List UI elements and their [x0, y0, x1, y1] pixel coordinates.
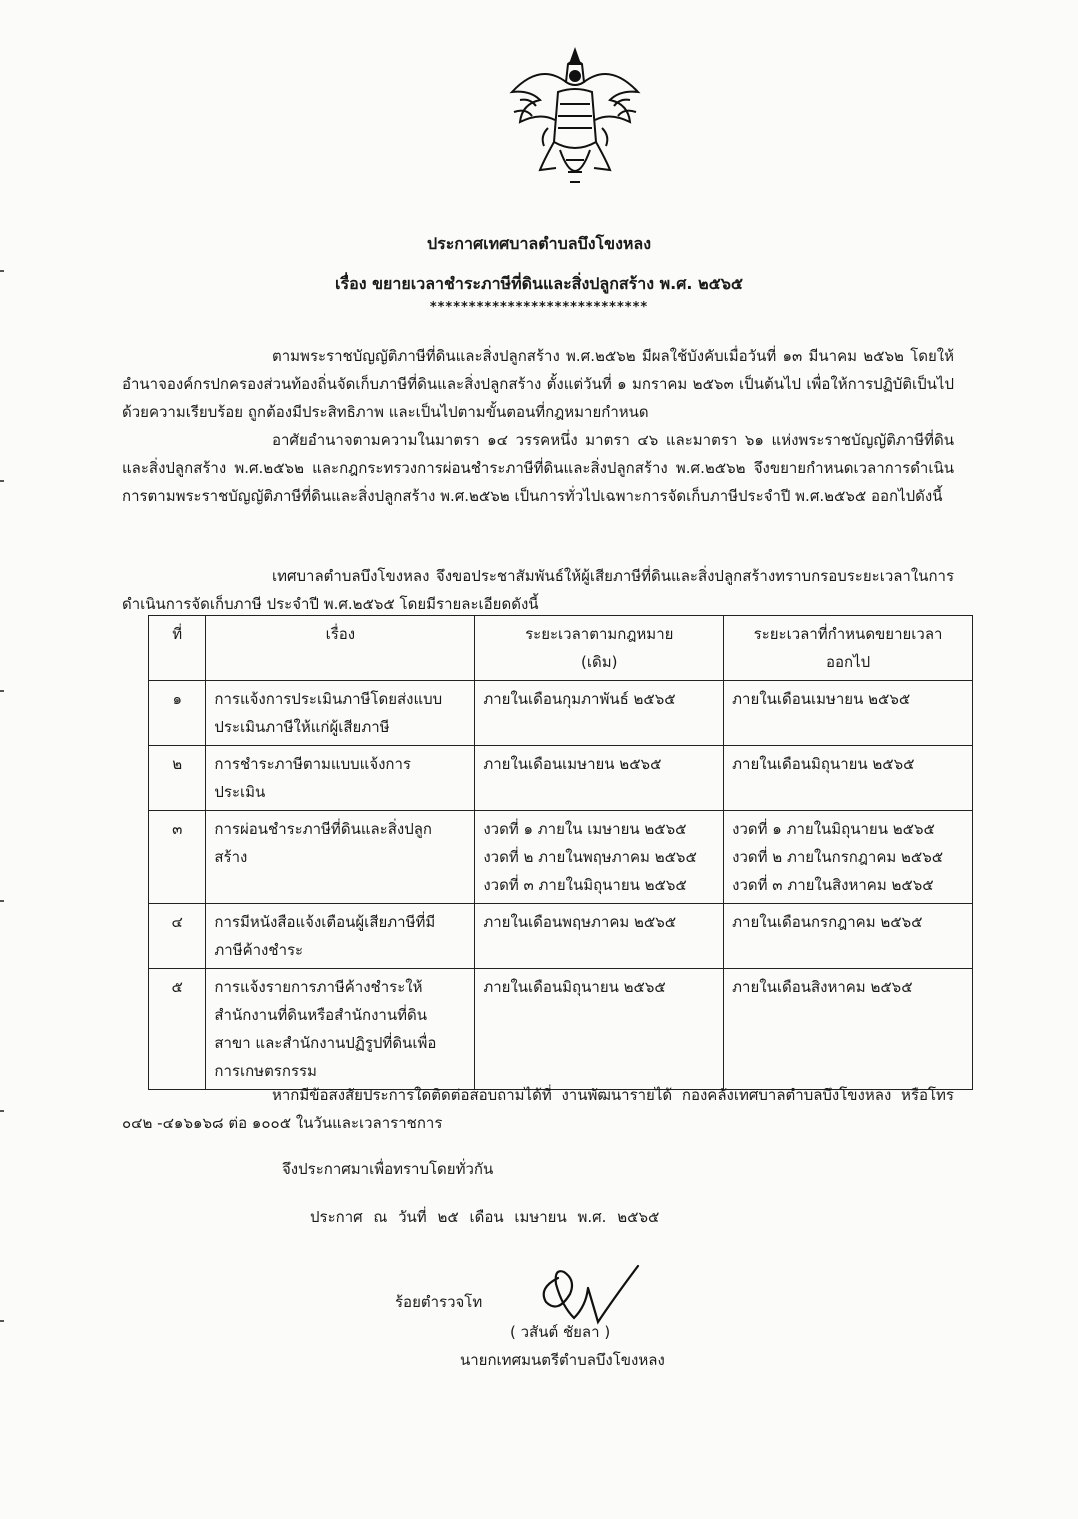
- signer-position: นายกเทศมนตรีตำบลบึงโขงหลง: [460, 1351, 665, 1369]
- document-subject: เรื่อง ขยายเวลาชำระภาษีที่ดินและสิ่งปลูกสร้าง พ.ศ. ๒๕๖๕: [335, 274, 743, 293]
- table-row: [149, 746, 973, 811]
- row-topic: การผ่อนชำระภาษีที่ดินและสิ่งปลูก สร้าง: [206, 811, 475, 904]
- table-row: [149, 904, 973, 969]
- paragraph-authority: อาศัยอำนาจตามความในมาตรา ๑๔ วรรคหนึ่ง มาตรา ๔๖ และมาตรา ๖๑ แห่งพระราชบัญญัติภาษีที่ดินและสิ่งปลูกสร้าง พ.ศ.๒๕๖๒ และกฎกระทรวงการผ่อนชำระภาษีที่ดินและสิ่งปลูกสร้าง พ.ศ.๒๕๖๒ จึงขยายกำหนดเวลาการดำเนินการตามพระราชบัญญัติภาษีที่ดินและสิ่งปลูกสร้าง พ.ศ.๒๕๖๒ เป็นการทั่วไปเฉพาะการจัดเก็บภาษีประจำปี พ.ศ.๒๕๖๕ ออกไปดังนี้: [122, 431, 954, 505]
- row-no: ๔: [149, 904, 206, 969]
- row-no: ๑: [149, 681, 206, 746]
- row-no: ๓: [149, 811, 206, 904]
- paragraph-contact: หากมีข้อสงสัยประการใดติดต่อสอบถามได้ที่ งานพัฒนารายได้ กองคลังเทศบาลตำบลบึงโขงหลง หรือโทร ๐๔๒ -๔๑๖๑๖๘ ต่อ ๑๐๐๕ ในวันและเวลาราชการ: [122, 1086, 954, 1132]
- row-topic: การแจ้งการประเมินภาษีโดยส่งแบบ ประเมินภาษีให้แก่ผู้เสียภาษี: [206, 681, 475, 746]
- margin-mark: [0, 690, 4, 692]
- header-new-period: ระยะเวลาที่กำหนดขยายเวลา ออกไป: [724, 616, 973, 681]
- paragraph-background: ตามพระราชบัญญัติภาษีที่ดินและสิ่งปลูกสร้าง พ.ศ.๒๕๖๒ มีผลใช้บังคับเมื่อวันที่ ๑๓ มีนาคม ๒๕๖๒ โดยให้อำนาจองค์กรปกครองส่วนท้องถิ่นจัดเก็บภาษีที่ดินและสิ่งปลูกสร้าง ตั้งแต่วันที่ ๑ มกราคม ๒๕๖๓ เป็นต้นไป เพื่อให้การปฏิบัติเป็นไปด้วยความเรียบร้อย ถูกต้องมีประสิทธิภาพ และเป็นไปตามขั้นตอนที่กฎหมายกำหนด: [122, 347, 954, 421]
- margin-mark: [0, 1320, 4, 1322]
- margin-mark: [0, 480, 4, 482]
- table-row: [149, 681, 973, 746]
- row-new-period: ภายในเดือนสิงหาคม ๒๕๖๕: [724, 969, 973, 1090]
- row-new-period: งวดที่ ๑ ภายในมิถุนายน ๒๕๖๕ งวดที่ ๒ ภายในกรกฎาคม ๒๕๖๕ งวดที่ ๓ ภายในสิงหาคม ๒๕๖๕: [724, 811, 973, 904]
- row-old-period: ภายในเดือนมิถุนายน ๒๕๖๕: [475, 969, 724, 1090]
- document-title: ประกาศเทศบาลตำบลบึงโขงหลง: [426, 234, 652, 253]
- schedule-table: [148, 615, 973, 1090]
- margin-mark: [0, 270, 4, 272]
- row-old-period: ภายในเดือนพฤษภาคม ๒๕๖๕: [475, 904, 724, 969]
- row-old-period: ภายในเดือนกุมภาพันธ์ ๒๕๖๕: [475, 681, 724, 746]
- announcement-date: ประกาศ ณ วันที่ ๒๕ เดือน เมษายน พ.ศ. ๒๕๖๕: [310, 1208, 660, 1226]
- header-no: ที่: [149, 616, 206, 681]
- table-row: [149, 811, 973, 904]
- title-separator: ****************************: [429, 300, 649, 315]
- row-topic: การแจ้งรายการภาษีค้างชำระให้ สำนักงานที่ดินหรือสำนักงานที่ดิน สาขา และสำนักงานปฏิรูปที่ดินเพื่อ การเกษตรกรรม: [206, 969, 475, 1090]
- row-new-period: ภายในเดือนกรกฎาคม ๒๕๖๕: [724, 904, 973, 969]
- margin-mark: [0, 1110, 4, 1112]
- table-row: [149, 969, 973, 1090]
- table-header-row: [149, 616, 973, 681]
- header-topic: เรื่อง: [206, 616, 475, 681]
- row-new-period: ภายในเดือนเมษายน ๒๕๖๕: [724, 681, 973, 746]
- row-no: ๒: [149, 746, 206, 811]
- row-old-period: งวดที่ ๑ ภายใน เมษายน ๒๕๖๕ งวดที่ ๒ ภายในพฤษภาคม ๒๕๖๕ งวดที่ ๓ ภายในมิถุนายน ๒๕๖๕: [475, 811, 724, 904]
- signer-rank: ร้อยตำรวจโท: [395, 1293, 483, 1311]
- row-topic: การชำระภาษีตามแบบแจ้งการ ประเมิน: [206, 746, 475, 811]
- row-old-period: ภายในเดือนเมษายน ๒๕๖๕: [475, 746, 724, 811]
- garuda-emblem-icon: [500, 42, 650, 202]
- margin-mark: [0, 900, 4, 902]
- row-topic: การมีหนังสือแจ้งเตือนผู้เสียภาษีที่มี ภาษีค้างชำระ: [206, 904, 475, 969]
- header-old-period: ระยะเวลาตามกฎหมาย (เดิม): [475, 616, 724, 681]
- signer-name: ( วสันต์ ชัยลา ): [510, 1323, 611, 1341]
- row-new-period: ภายในเดือนมิถุนายน ๒๕๖๕: [724, 746, 973, 811]
- row-no: ๕: [149, 969, 206, 1090]
- paragraph-announcement: เทศบาลตำบลบึงโขงหลง จึงขอประชาสัมพันธ์ให้ผู้เสียภาษีที่ดินและสิ่งปลูกสร้างทราบกรอบระยะเวลาในการดำเนินการจัดเก็บภาษี ประจำปี พ.ศ.๒๕๖๕ โดยมีรายละเอียดดังนี้: [122, 567, 954, 613]
- closing-statement: จึงประกาศมาเพื่อทราบโดยทั่วกัน: [282, 1160, 494, 1178]
